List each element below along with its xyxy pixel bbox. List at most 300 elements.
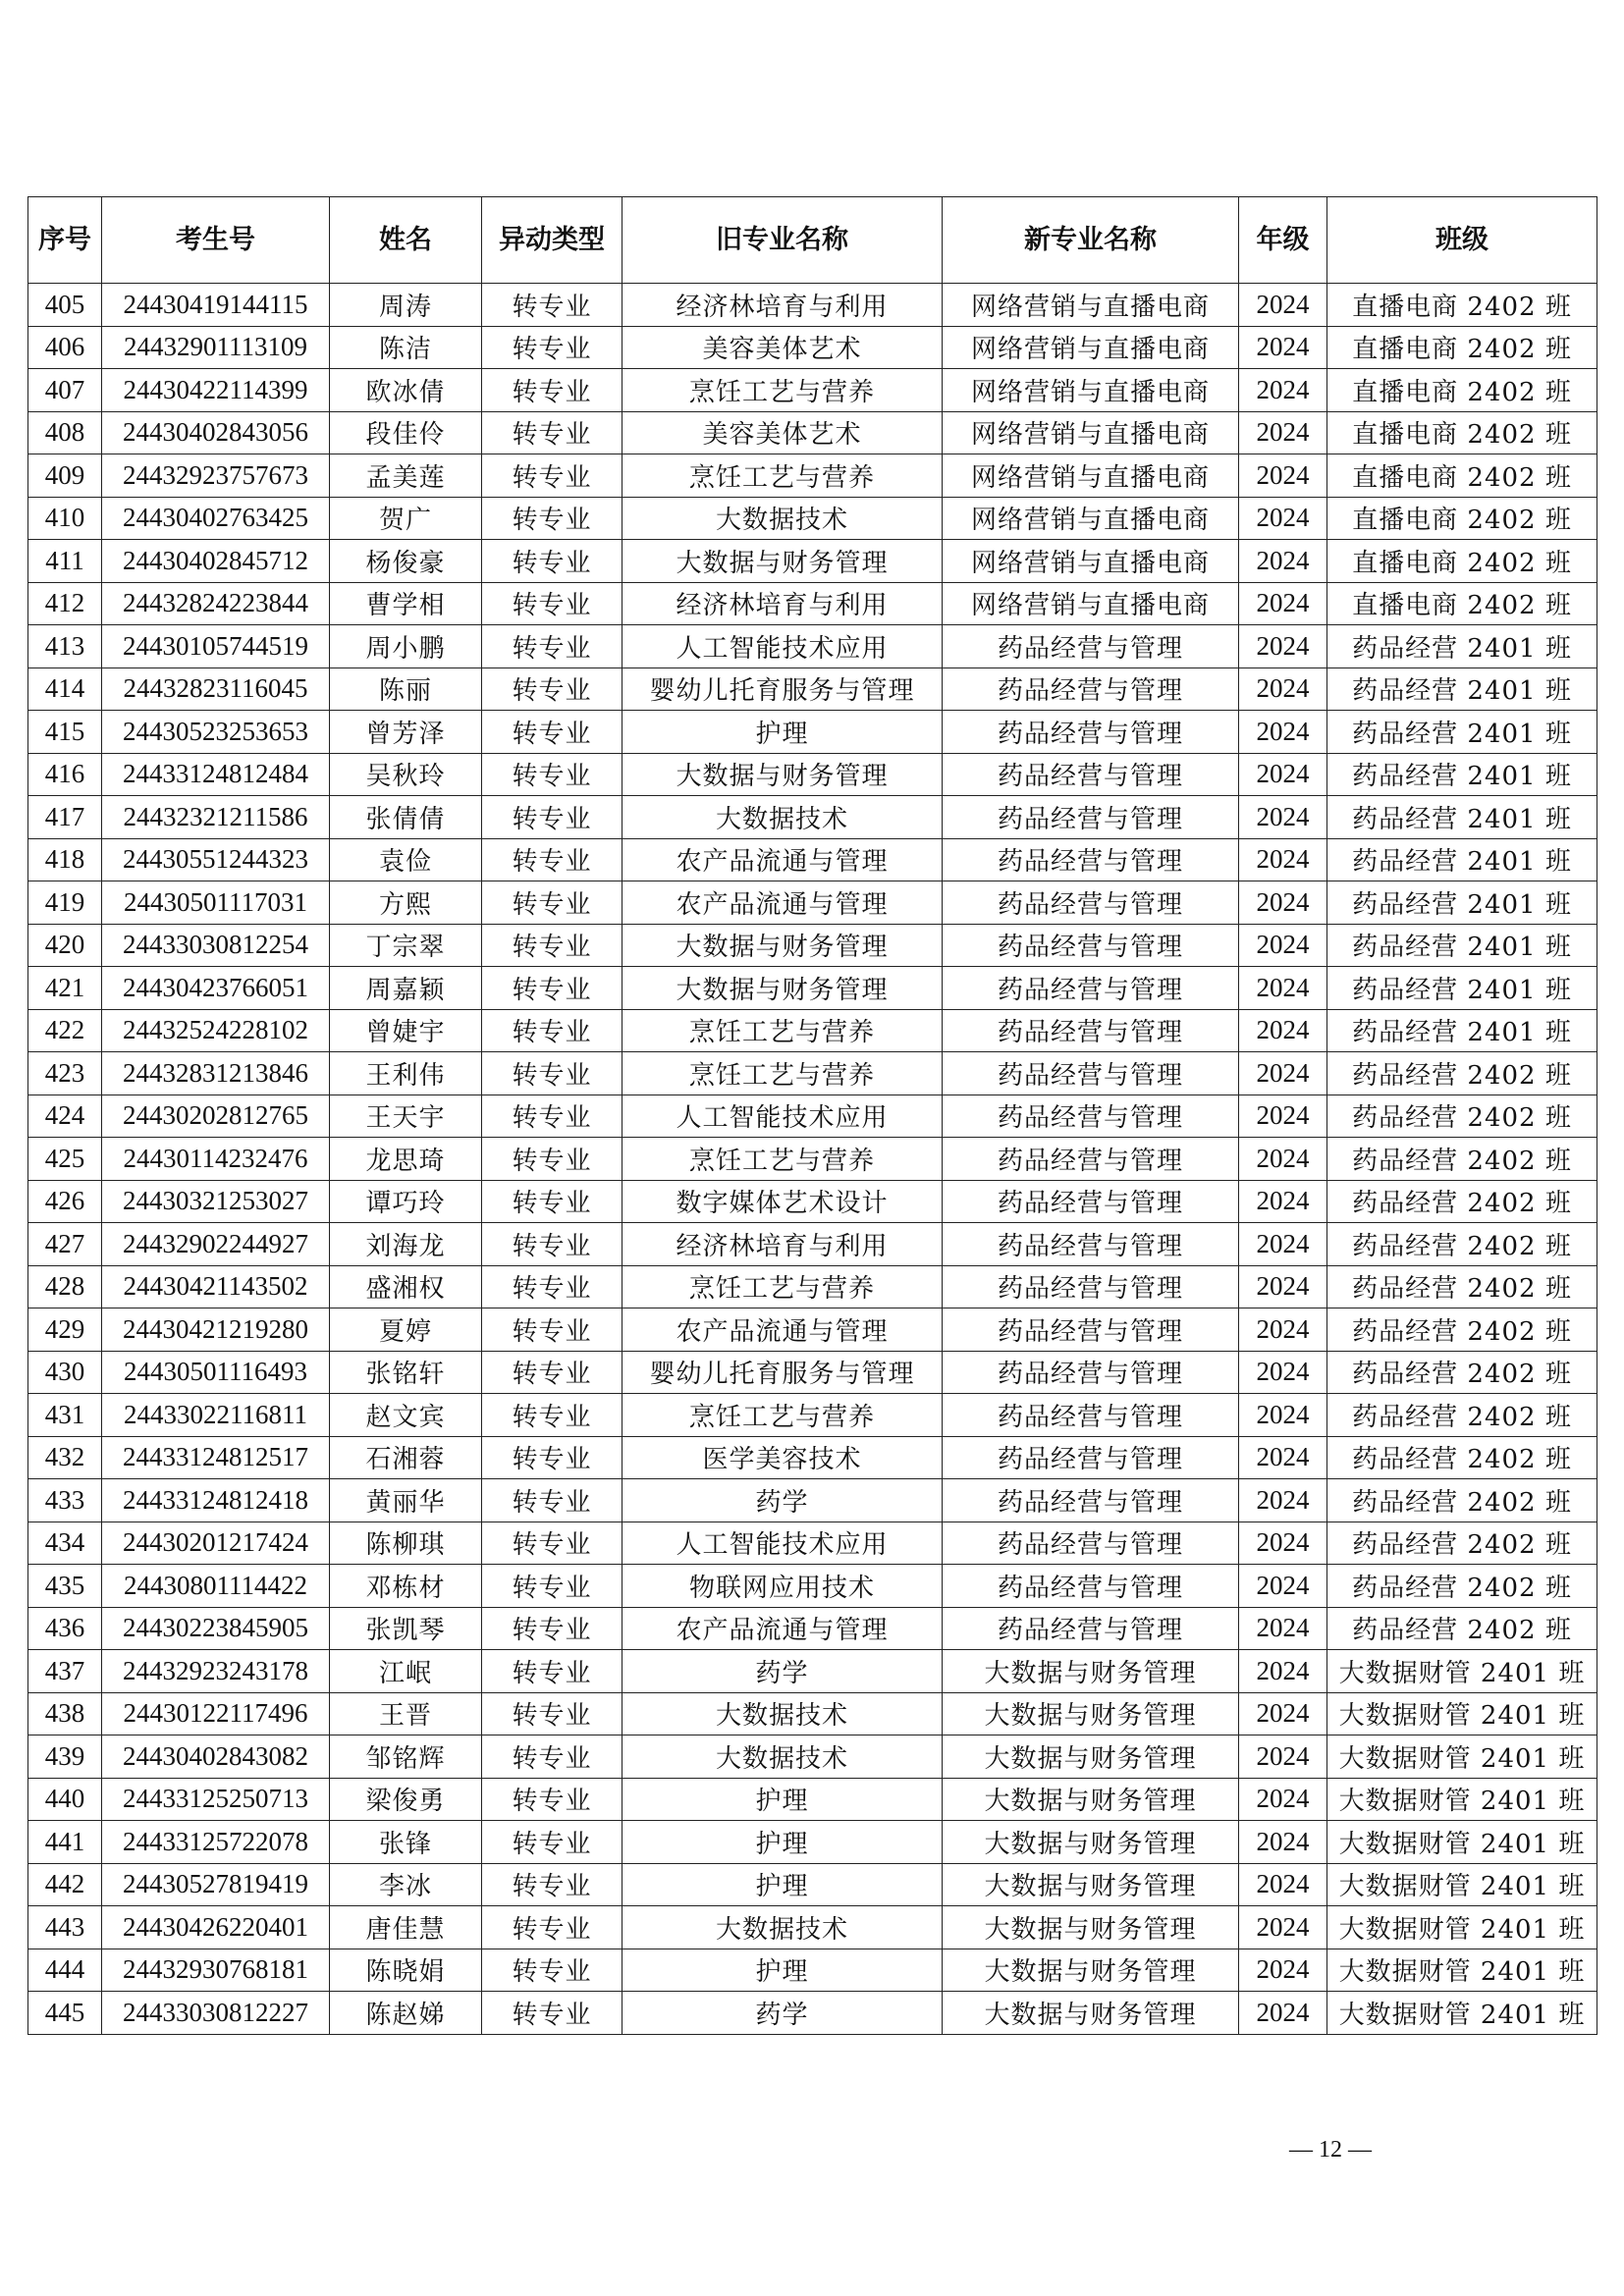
cell-new-major: 药品经营与管理 <box>943 1180 1239 1223</box>
cell-exam-no: 24432831213846 <box>102 1052 330 1095</box>
cell-name: 王利伟 <box>330 1052 482 1095</box>
cell-new-major: 药品经营与管理 <box>943 1436 1239 1479</box>
cell-class: 药品经营 2402 班 <box>1327 1308 1597 1352</box>
cell-change-type: 转专业 <box>482 284 623 327</box>
cell-exam-no: 24430422114399 <box>102 369 330 412</box>
student-transfer-table <box>27 196 1597 2035</box>
cell-new-major: 网络营销与直播电商 <box>943 582 1239 625</box>
cell-exam-no: 24430419144115 <box>102 284 330 327</box>
cell-change-type: 转专业 <box>482 1479 623 1522</box>
table-row <box>28 1479 1597 1522</box>
table-row <box>28 1565 1597 1608</box>
cell-seq: 431 <box>28 1394 102 1437</box>
cell-name: 周嘉颖 <box>330 967 482 1010</box>
cell-class: 药品经营 2402 班 <box>1327 1351 1597 1394</box>
cell-seq: 426 <box>28 1180 102 1223</box>
cell-old-major: 农产品流通与管理 <box>623 1308 943 1352</box>
table-row <box>28 838 1597 881</box>
header-old-major: 旧专业名称 <box>623 197 943 284</box>
cell-new-major: 大数据与财务管理 <box>943 1863 1239 1906</box>
table-row <box>28 1351 1597 1394</box>
cell-seq: 440 <box>28 1778 102 1821</box>
cell-exam-no: 24430321253027 <box>102 1180 330 1223</box>
cell-new-major: 药品经营与管理 <box>943 924 1239 967</box>
cell-old-major: 婴幼儿托育服务与管理 <box>623 667 943 711</box>
cell-exam-no: 24433124812484 <box>102 753 330 796</box>
cell-exam-no: 24430201217424 <box>102 1522 330 1565</box>
cell-exam-no: 24430402843056 <box>102 411 330 454</box>
cell-exam-no: 24430423766051 <box>102 967 330 1010</box>
cell-grade: 2024 <box>1239 1180 1327 1223</box>
cell-new-major: 药品经营与管理 <box>943 1479 1239 1522</box>
cell-seq: 436 <box>28 1607 102 1650</box>
cell-exam-no: 24430105744519 <box>102 625 330 668</box>
cell-exam-no: 24430501117031 <box>102 881 330 925</box>
cell-seq: 412 <box>28 582 102 625</box>
cell-name: 陈丽 <box>330 667 482 711</box>
cell-grade: 2024 <box>1239 1735 1327 1779</box>
cell-exam-no: 24433030812227 <box>102 1992 330 2035</box>
cell-class: 药品经营 2401 班 <box>1327 967 1597 1010</box>
cell-class: 药品经营 2401 班 <box>1327 838 1597 881</box>
cell-new-major: 药品经营与管理 <box>943 1095 1239 1138</box>
cell-grade: 2024 <box>1239 1138 1327 1181</box>
cell-change-type: 转专业 <box>482 1821 623 1864</box>
cell-name: 方熙 <box>330 881 482 925</box>
header-grade: 年级 <box>1239 197 1327 284</box>
cell-new-major: 药品经营与管理 <box>943 1265 1239 1308</box>
cell-name: 江岷 <box>330 1650 482 1693</box>
cell-old-major: 大数据技术 <box>623 796 943 839</box>
cell-change-type: 转专业 <box>482 1735 623 1779</box>
cell-name: 张铭轩 <box>330 1351 482 1394</box>
cell-seq: 416 <box>28 753 102 796</box>
cell-exam-no: 24432824223844 <box>102 582 330 625</box>
cell-seq: 411 <box>28 540 102 583</box>
cell-old-major: 大数据与财务管理 <box>623 967 943 1010</box>
table-row <box>28 1778 1597 1821</box>
cell-new-major: 药品经营与管理 <box>943 1607 1239 1650</box>
cell-seq: 415 <box>28 711 102 754</box>
cell-exam-no: 24430501116493 <box>102 1351 330 1394</box>
cell-grade: 2024 <box>1239 1778 1327 1821</box>
cell-grade: 2024 <box>1239 625 1327 668</box>
cell-seq: 406 <box>28 326 102 369</box>
cell-seq: 442 <box>28 1863 102 1906</box>
cell-class: 直播电商 2402 班 <box>1327 582 1597 625</box>
cell-new-major: 网络营销与直播电商 <box>943 284 1239 327</box>
cell-grade: 2024 <box>1239 1863 1327 1906</box>
table-row <box>28 1180 1597 1223</box>
cell-class: 药品经营 2402 班 <box>1327 1052 1597 1095</box>
table-row <box>28 1394 1597 1437</box>
cell-new-major: 药品经营与管理 <box>943 1351 1239 1394</box>
cell-old-major: 经济林培育与利用 <box>623 284 943 327</box>
cell-name: 陈柳琪 <box>330 1522 482 1565</box>
cell-old-major: 药学 <box>623 1992 943 2035</box>
cell-seq: 409 <box>28 454 102 498</box>
cell-exam-no: 24430551244323 <box>102 838 330 881</box>
cell-seq: 437 <box>28 1650 102 1693</box>
cell-seq: 417 <box>28 796 102 839</box>
cell-new-major: 网络营销与直播电商 <box>943 369 1239 412</box>
cell-seq: 429 <box>28 1308 102 1352</box>
cell-seq: 423 <box>28 1052 102 1095</box>
cell-name: 段佳伶 <box>330 411 482 454</box>
cell-old-major: 大数据技术 <box>623 1906 943 1949</box>
cell-class: 药品经营 2402 班 <box>1327 1565 1597 1608</box>
cell-name: 邹铭辉 <box>330 1735 482 1779</box>
cell-change-type: 转专业 <box>482 967 623 1010</box>
cell-name: 周涛 <box>330 284 482 327</box>
cell-grade: 2024 <box>1239 796 1327 839</box>
cell-name: 梁俊勇 <box>330 1778 482 1821</box>
cell-old-major: 烹饪工艺与营养 <box>623 1052 943 1095</box>
cell-exam-no: 24430114232476 <box>102 1138 330 1181</box>
cell-grade: 2024 <box>1239 1223 1327 1266</box>
cell-grade: 2024 <box>1239 582 1327 625</box>
cell-seq: 422 <box>28 1009 102 1052</box>
cell-old-major: 护理 <box>623 1863 943 1906</box>
cell-exam-no: 24432524228102 <box>102 1009 330 1052</box>
cell-seq: 407 <box>28 369 102 412</box>
table-header-row <box>28 197 1597 284</box>
cell-change-type: 转专业 <box>482 1180 623 1223</box>
cell-name: 陈赵娣 <box>330 1992 482 2035</box>
cell-seq: 432 <box>28 1436 102 1479</box>
table-row <box>28 1650 1597 1693</box>
cell-new-major: 大数据与财务管理 <box>943 1906 1239 1949</box>
cell-seq: 413 <box>28 625 102 668</box>
cell-class: 大数据财管 2401 班 <box>1327 1863 1597 1906</box>
cell-name: 贺广 <box>330 497 482 540</box>
cell-grade: 2024 <box>1239 369 1327 412</box>
cell-new-major: 大数据与财务管理 <box>943 1949 1239 1992</box>
cell-name: 陈晓娟 <box>330 1949 482 1992</box>
table-row <box>28 1052 1597 1095</box>
cell-grade: 2024 <box>1239 1607 1327 1650</box>
cell-new-major: 药品经营与管理 <box>943 1394 1239 1437</box>
cell-change-type: 转专业 <box>482 838 623 881</box>
cell-class: 大数据财管 2401 班 <box>1327 1906 1597 1949</box>
cell-seq: 445 <box>28 1992 102 2035</box>
cell-exam-no: 24430122117496 <box>102 1692 330 1735</box>
header-class: 班级 <box>1327 197 1597 284</box>
cell-name: 周小鹏 <box>330 625 482 668</box>
cell-class: 药品经营 2402 班 <box>1327 1265 1597 1308</box>
cell-grade: 2024 <box>1239 411 1327 454</box>
cell-class: 直播电商 2402 班 <box>1327 284 1597 327</box>
cell-name: 陈洁 <box>330 326 482 369</box>
cell-old-major: 大数据技术 <box>623 1692 943 1735</box>
cell-class: 药品经营 2402 班 <box>1327 1479 1597 1522</box>
cell-name: 谭巧玲 <box>330 1180 482 1223</box>
cell-name: 盛湘权 <box>330 1265 482 1308</box>
cell-grade: 2024 <box>1239 1522 1327 1565</box>
cell-class: 直播电商 2402 班 <box>1327 369 1597 412</box>
cell-exam-no: 24433022116811 <box>102 1394 330 1437</box>
cell-name: 曹学相 <box>330 582 482 625</box>
cell-old-major: 烹饪工艺与营养 <box>623 1265 943 1308</box>
cell-class: 大数据财管 2401 班 <box>1327 1949 1597 1992</box>
cell-name: 赵文宾 <box>330 1394 482 1437</box>
cell-class: 药品经营 2402 班 <box>1327 1436 1597 1479</box>
cell-class: 大数据财管 2401 班 <box>1327 1692 1597 1735</box>
cell-exam-no: 24430523253653 <box>102 711 330 754</box>
cell-old-major: 经济林培育与利用 <box>623 1223 943 1266</box>
table-row <box>28 326 1597 369</box>
cell-old-major: 婴幼儿托育服务与管理 <box>623 1351 943 1394</box>
cell-exam-no: 24432321211586 <box>102 796 330 839</box>
cell-exam-no: 24430202812765 <box>102 1095 330 1138</box>
cell-old-major: 药学 <box>623 1479 943 1522</box>
cell-change-type: 转专业 <box>482 540 623 583</box>
cell-new-major: 网络营销与直播电商 <box>943 454 1239 498</box>
cell-new-major: 药品经营与管理 <box>943 1138 1239 1181</box>
cell-seq: 405 <box>28 284 102 327</box>
cell-class: 大数据财管 2401 班 <box>1327 1821 1597 1864</box>
header-exam-no: 考生号 <box>102 197 330 284</box>
cell-change-type: 转专业 <box>482 1095 623 1138</box>
cell-old-major: 大数据与财务管理 <box>623 753 943 796</box>
table-row <box>28 1863 1597 1906</box>
cell-change-type: 转专业 <box>482 1992 623 2035</box>
cell-grade: 2024 <box>1239 326 1327 369</box>
cell-change-type: 转专业 <box>482 454 623 498</box>
cell-new-major: 大数据与财务管理 <box>943 1735 1239 1779</box>
cell-old-major: 美容美体艺术 <box>623 411 943 454</box>
cell-exam-no: 24430421143502 <box>102 1265 330 1308</box>
table-row <box>28 1607 1597 1650</box>
cell-exam-no: 24430421219280 <box>102 1308 330 1352</box>
cell-class: 药品经营 2401 班 <box>1327 753 1597 796</box>
cell-exam-no: 24430426220401 <box>102 1906 330 1949</box>
cell-exam-no: 24432930768181 <box>102 1949 330 1992</box>
cell-name: 唐佳慧 <box>330 1906 482 1949</box>
table-row <box>28 625 1597 668</box>
cell-grade: 2024 <box>1239 1308 1327 1352</box>
cell-name: 王晋 <box>330 1692 482 1735</box>
cell-change-type: 转专业 <box>482 625 623 668</box>
cell-new-major: 药品经营与管理 <box>943 1009 1239 1052</box>
table-row <box>28 1949 1597 1992</box>
cell-class: 药品经营 2401 班 <box>1327 711 1597 754</box>
cell-class: 药品经营 2402 班 <box>1327 1394 1597 1437</box>
cell-seq: 410 <box>28 497 102 540</box>
cell-name: 刘海龙 <box>330 1223 482 1266</box>
cell-name: 吴秋玲 <box>330 753 482 796</box>
cell-grade: 2024 <box>1239 1436 1327 1479</box>
cell-exam-no: 24433124812418 <box>102 1479 330 1522</box>
cell-seq: 421 <box>28 967 102 1010</box>
cell-exam-no: 24430801114422 <box>102 1565 330 1608</box>
cell-grade: 2024 <box>1239 540 1327 583</box>
cell-grade: 2024 <box>1239 1052 1327 1095</box>
cell-exam-no: 24430402843082 <box>102 1735 330 1779</box>
cell-grade: 2024 <box>1239 967 1327 1010</box>
cell-old-major: 大数据技术 <box>623 497 943 540</box>
table-row <box>28 967 1597 1010</box>
cell-name: 李冰 <box>330 1863 482 1906</box>
cell-grade: 2024 <box>1239 1906 1327 1949</box>
cell-class: 药品经营 2402 班 <box>1327 1522 1597 1565</box>
cell-change-type: 转专业 <box>482 1223 623 1266</box>
cell-new-major: 药品经营与管理 <box>943 753 1239 796</box>
cell-new-major: 网络营销与直播电商 <box>943 540 1239 583</box>
cell-class: 药品经营 2401 班 <box>1327 1009 1597 1052</box>
cell-change-type: 转专业 <box>482 1778 623 1821</box>
cell-seq: 443 <box>28 1906 102 1949</box>
table-row <box>28 1265 1597 1308</box>
cell-change-type: 转专业 <box>482 497 623 540</box>
table-row <box>28 411 1597 454</box>
table-row <box>28 1692 1597 1735</box>
cell-grade: 2024 <box>1239 924 1327 967</box>
cell-name: 黄丽华 <box>330 1479 482 1522</box>
cell-class: 大数据财管 2401 班 <box>1327 1992 1597 2035</box>
cell-old-major: 人工智能技术应用 <box>623 1522 943 1565</box>
cell-seq: 435 <box>28 1565 102 1608</box>
cell-old-major: 物联网应用技术 <box>623 1565 943 1608</box>
cell-new-major: 药品经营与管理 <box>943 838 1239 881</box>
cell-exam-no: 24430223845905 <box>102 1607 330 1650</box>
table-row <box>28 1308 1597 1352</box>
table-row <box>28 497 1597 540</box>
cell-grade: 2024 <box>1239 1394 1327 1437</box>
cell-class: 药品经营 2401 班 <box>1327 881 1597 925</box>
table-row <box>28 582 1597 625</box>
table-row <box>28 753 1597 796</box>
cell-exam-no: 24433125250713 <box>102 1778 330 1821</box>
cell-class: 直播电商 2402 班 <box>1327 454 1597 498</box>
cell-grade: 2024 <box>1239 1351 1327 1394</box>
cell-change-type: 转专业 <box>482 1308 623 1352</box>
cell-old-major: 烹饪工艺与营养 <box>623 454 943 498</box>
cell-name: 袁俭 <box>330 838 482 881</box>
table-row <box>28 1992 1597 2035</box>
cell-name: 张锋 <box>330 1821 482 1864</box>
cell-grade: 2024 <box>1239 284 1327 327</box>
cell-seq: 408 <box>28 411 102 454</box>
cell-new-major: 药品经营与管理 <box>943 881 1239 925</box>
cell-old-major: 烹饪工艺与营养 <box>623 369 943 412</box>
table-row <box>28 924 1597 967</box>
cell-seq: 420 <box>28 924 102 967</box>
cell-exam-no: 24432901113109 <box>102 326 330 369</box>
cell-name: 王天宇 <box>330 1095 482 1138</box>
cell-change-type: 转专业 <box>482 924 623 967</box>
cell-change-type: 转专业 <box>482 1692 623 1735</box>
cell-seq: 438 <box>28 1692 102 1735</box>
cell-name: 曾婕宇 <box>330 1009 482 1052</box>
cell-change-type: 转专业 <box>482 1650 623 1693</box>
cell-change-type: 转专业 <box>482 711 623 754</box>
cell-new-major: 大数据与财务管理 <box>943 1821 1239 1864</box>
cell-change-type: 转专业 <box>482 1906 623 1949</box>
cell-seq: 424 <box>28 1095 102 1138</box>
cell-seq: 425 <box>28 1138 102 1181</box>
cell-name: 杨俊豪 <box>330 540 482 583</box>
cell-change-type: 转专业 <box>482 1863 623 1906</box>
cell-grade: 2024 <box>1239 1565 1327 1608</box>
cell-class: 药品经营 2402 班 <box>1327 1607 1597 1650</box>
cell-change-type: 转专业 <box>482 1138 623 1181</box>
cell-new-major: 药品经营与管理 <box>943 796 1239 839</box>
cell-new-major: 药品经营与管理 <box>943 1308 1239 1352</box>
cell-grade: 2024 <box>1239 711 1327 754</box>
cell-grade: 2024 <box>1239 667 1327 711</box>
cell-seq: 433 <box>28 1479 102 1522</box>
cell-change-type: 转专业 <box>482 667 623 711</box>
cell-change-type: 转专业 <box>482 582 623 625</box>
cell-class: 直播电商 2402 班 <box>1327 497 1597 540</box>
cell-new-major: 大数据与财务管理 <box>943 1692 1239 1735</box>
cell-change-type: 转专业 <box>482 411 623 454</box>
cell-change-type: 转专业 <box>482 753 623 796</box>
cell-seq: 414 <box>28 667 102 711</box>
cell-class: 药品经营 2402 班 <box>1327 1180 1597 1223</box>
cell-name: 张凯琴 <box>330 1607 482 1650</box>
cell-class: 药品经营 2401 班 <box>1327 625 1597 668</box>
table-row <box>28 667 1597 711</box>
cell-exam-no: 24430402845712 <box>102 540 330 583</box>
cell-change-type: 转专业 <box>482 1436 623 1479</box>
cell-seq: 441 <box>28 1821 102 1864</box>
header-change-type: 异动类型 <box>482 197 623 284</box>
cell-grade: 2024 <box>1239 1949 1327 1992</box>
cell-change-type: 转专业 <box>482 369 623 412</box>
table-body <box>28 284 1597 2035</box>
cell-exam-no: 24430527819419 <box>102 1863 330 1906</box>
cell-name: 龙思琦 <box>330 1138 482 1181</box>
cell-old-major: 烹饪工艺与营养 <box>623 1394 943 1437</box>
cell-old-major: 农产品流通与管理 <box>623 1607 943 1650</box>
cell-change-type: 转专业 <box>482 1607 623 1650</box>
cell-class: 直播电商 2402 班 <box>1327 411 1597 454</box>
cell-exam-no: 24432923243178 <box>102 1650 330 1693</box>
cell-grade: 2024 <box>1239 1692 1327 1735</box>
cell-change-type: 转专业 <box>482 1565 623 1608</box>
cell-seq: 444 <box>28 1949 102 1992</box>
cell-seq: 418 <box>28 838 102 881</box>
cell-new-major: 药品经营与管理 <box>943 967 1239 1010</box>
cell-exam-no: 24432923757673 <box>102 454 330 498</box>
cell-exam-no: 24433030812254 <box>102 924 330 967</box>
cell-class: 药品经营 2402 班 <box>1327 1095 1597 1138</box>
table-row <box>28 1223 1597 1266</box>
table-row <box>28 711 1597 754</box>
cell-old-major: 烹饪工艺与营养 <box>623 1138 943 1181</box>
cell-change-type: 转专业 <box>482 1351 623 1394</box>
cell-old-major: 护理 <box>623 1821 943 1864</box>
cell-new-major: 药品经营与管理 <box>943 625 1239 668</box>
cell-change-type: 转专业 <box>482 1052 623 1095</box>
cell-change-type: 转专业 <box>482 1009 623 1052</box>
cell-exam-no: 24432823116045 <box>102 667 330 711</box>
cell-old-major: 药学 <box>623 1650 943 1693</box>
header-name: 姓名 <box>330 197 482 284</box>
cell-seq: 430 <box>28 1351 102 1394</box>
cell-old-major: 大数据与财务管理 <box>623 924 943 967</box>
cell-name: 张倩倩 <box>330 796 482 839</box>
cell-old-major: 大数据技术 <box>623 1735 943 1779</box>
cell-new-major: 药品经营与管理 <box>943 1223 1239 1266</box>
cell-class: 药品经营 2401 班 <box>1327 667 1597 711</box>
cell-class: 药品经营 2401 班 <box>1327 924 1597 967</box>
cell-grade: 2024 <box>1239 1992 1327 2035</box>
cell-class: 大数据财管 2401 班 <box>1327 1735 1597 1779</box>
cell-exam-no: 24432902244927 <box>102 1223 330 1266</box>
